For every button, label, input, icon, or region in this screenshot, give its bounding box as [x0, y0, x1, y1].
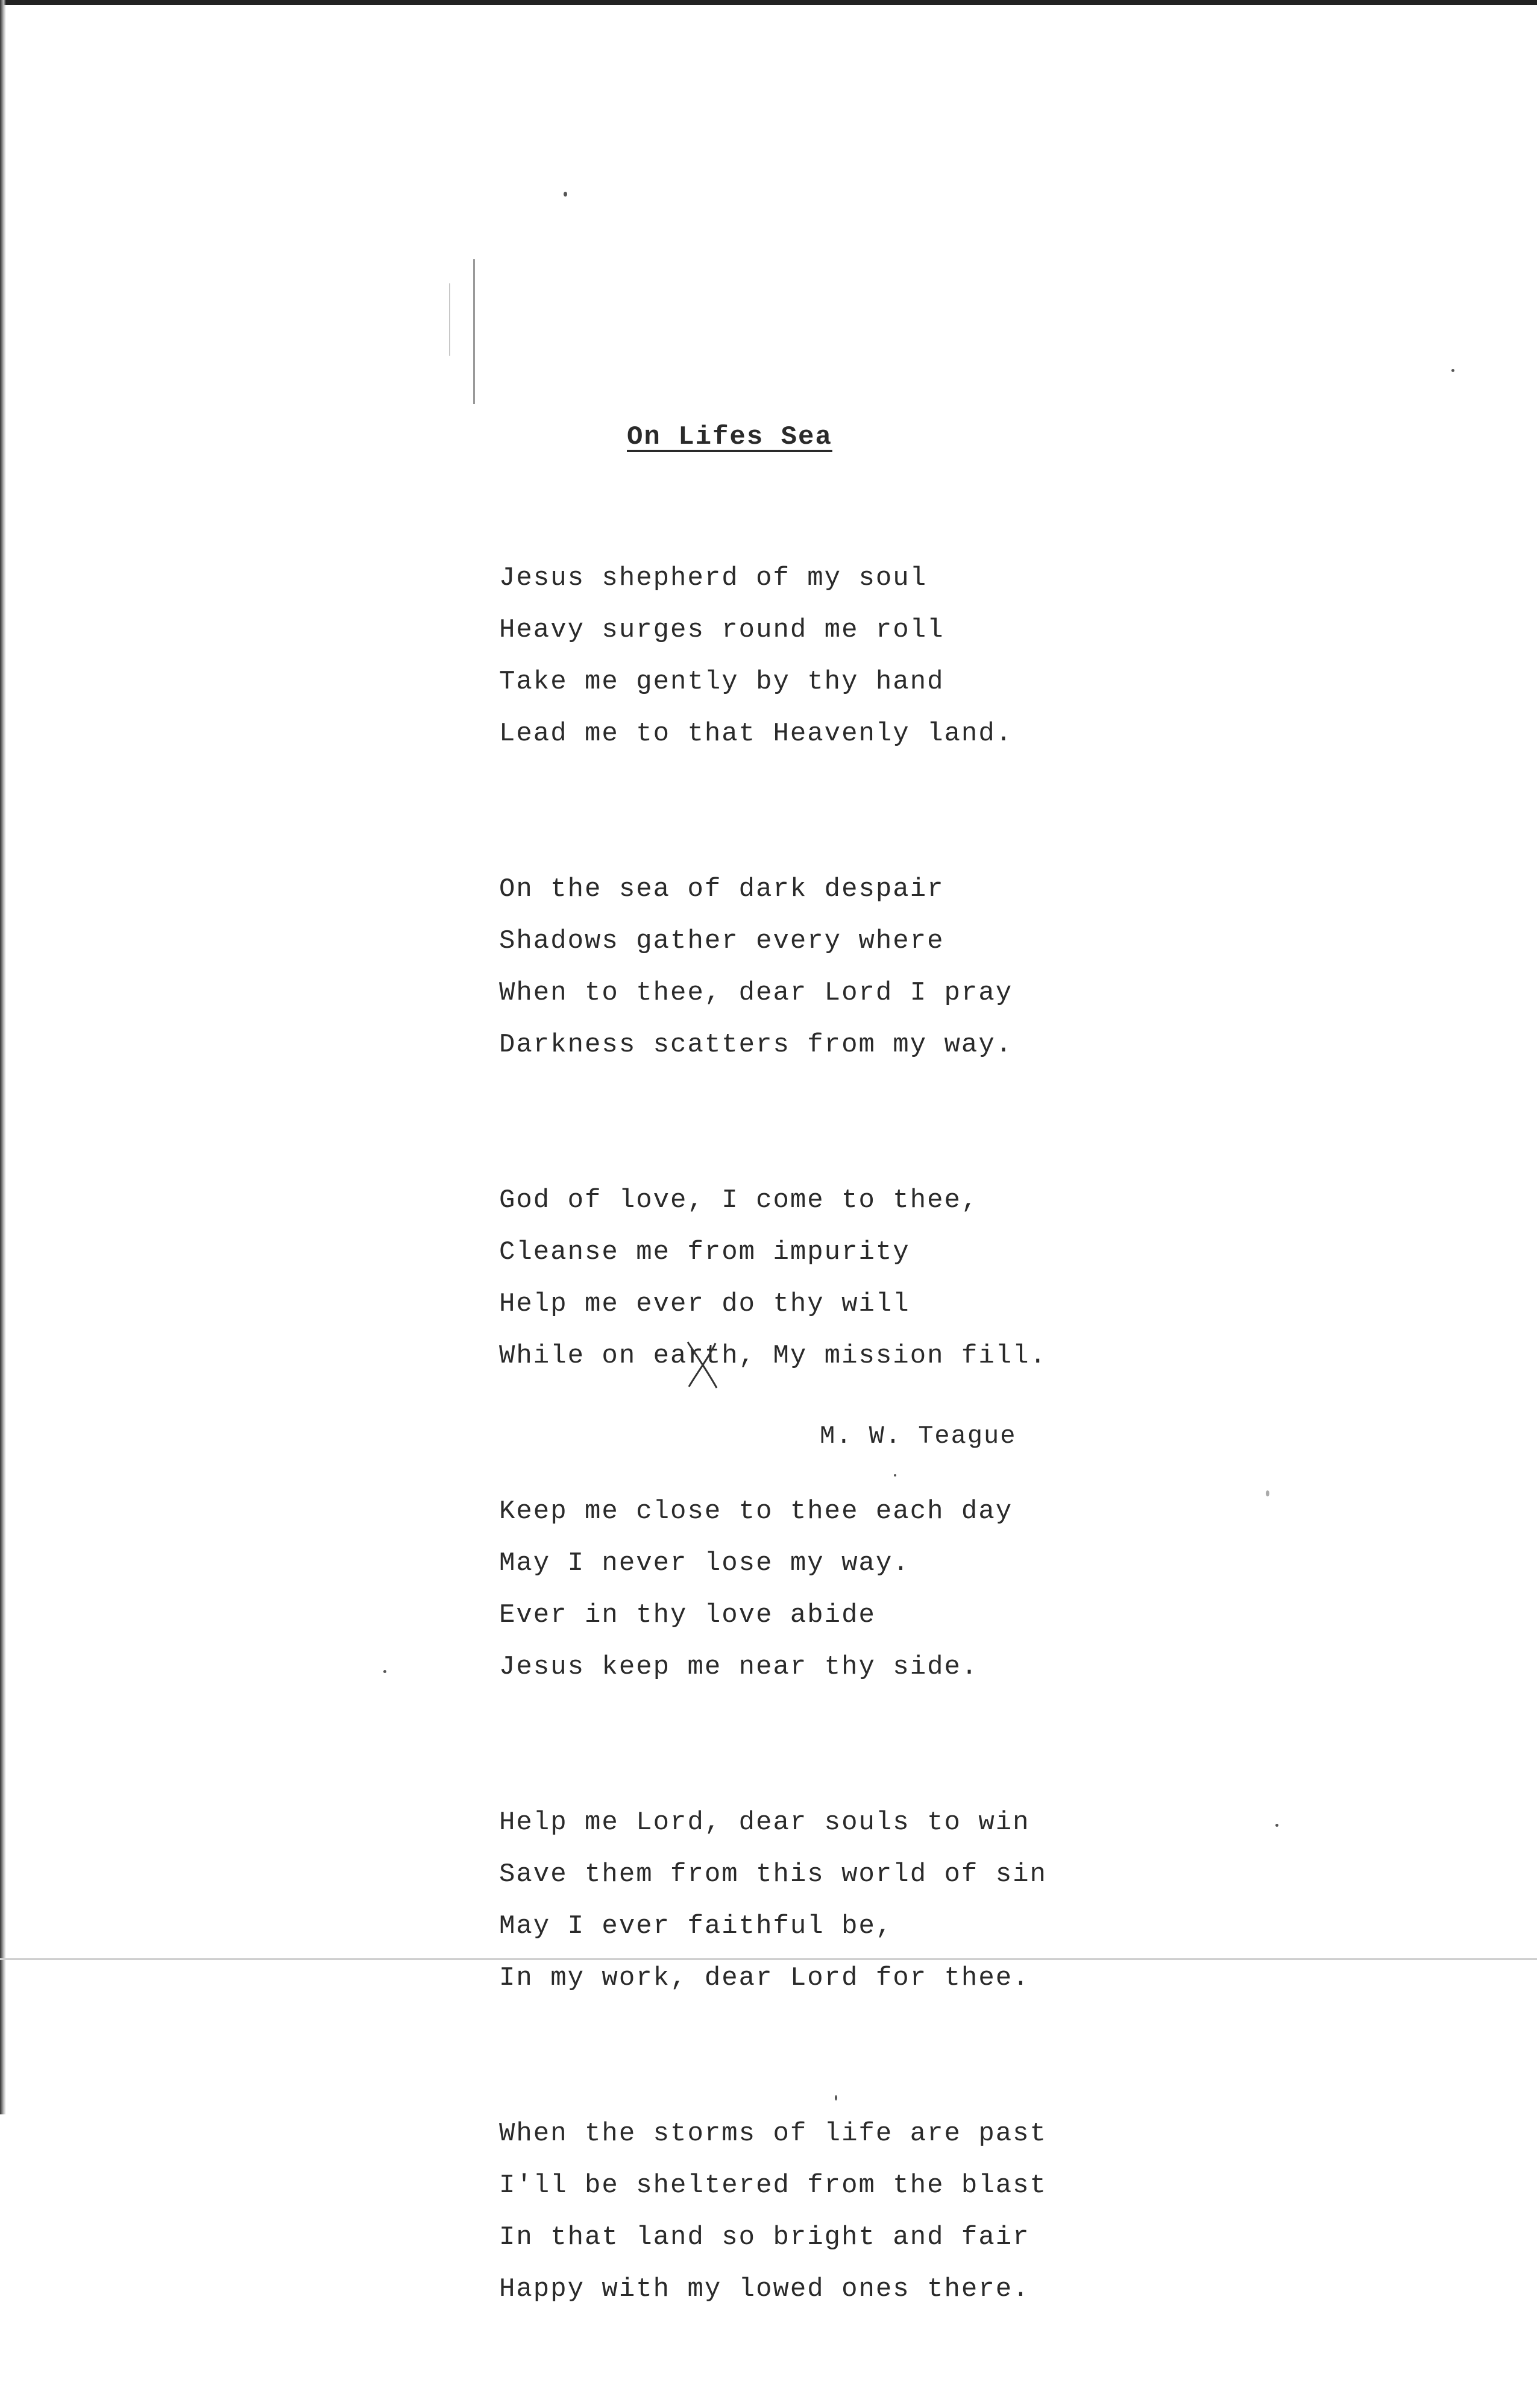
poem-line: On the sea of dark despair [499, 874, 945, 904]
poem-line: Cleanse me from impurity [499, 1237, 910, 1267]
faint-mark [449, 283, 450, 356]
dust-speck [1275, 1824, 1278, 1827]
poem-line: God of love, I come to thee, [499, 1185, 979, 1215]
scan-top-edge [0, 0, 1537, 5]
stanza [499, 2097, 1102, 2326]
poem-line: May I never lose my way. [499, 1548, 910, 1578]
dust-speck [564, 192, 567, 197]
poem-line: Ever in thy love abide [499, 1600, 876, 1630]
poem-line: When to thee, dear Lord I pray [499, 978, 1013, 1008]
poem-line: Help me Lord, dear souls to win [499, 1808, 1030, 1838]
poem-line: Jesus keep me near thy side. [499, 1652, 979, 1682]
stanza [499, 1475, 1102, 1704]
dust-speck [1451, 369, 1454, 372]
poem-line: Save them from this world of sin [499, 1859, 1047, 1890]
author-signature: M. W. Teague [820, 1422, 1017, 1451]
poem-line: Happy with my lowed ones there. [499, 2274, 1030, 2304]
poem-line: May I ever faithful be, [499, 1911, 893, 1941]
poem-line: Shadows gather every where [499, 926, 945, 956]
stanza [499, 1164, 1102, 1393]
poem-line: I'll be sheltered from the blast [499, 2170, 1047, 2201]
poem-line: Lead me to that Heavenly land. [499, 719, 1013, 749]
poem-line: In that land so bright and fair [499, 2222, 1030, 2252]
poem-title: On Lifes Sea [627, 422, 832, 452]
handwritten-correction-mark [684, 1337, 720, 1392]
faint-mark [473, 259, 475, 404]
poem-line: Keep me close to thee each day [499, 1496, 1013, 1527]
poem-line: In my work, dear Lord for thee. [499, 1963, 1030, 1993]
poem-line: Heavy surges round me roll [499, 615, 945, 645]
poem-line: Jesus shepherd of my soul [499, 563, 928, 593]
poem-line: While on earth, My mission fill. [499, 1341, 1047, 1371]
stanza [499, 1786, 1102, 2015]
stanza [499, 541, 1102, 771]
poem-line: Take me gently by thy hand [499, 667, 945, 697]
poem-line: Help me ever do thy will [499, 1289, 910, 1319]
scan-left-edge [0, 0, 6, 2114]
stanza [499, 853, 1102, 1082]
dust-speck [383, 1670, 386, 1673]
dust-speck [1266, 1490, 1269, 1496]
poem-line: When the storms of life are past [499, 2119, 1047, 2149]
poem-body [499, 520, 1102, 2408]
poem-line: Darkness scatters from my way. [499, 1030, 1013, 1060]
